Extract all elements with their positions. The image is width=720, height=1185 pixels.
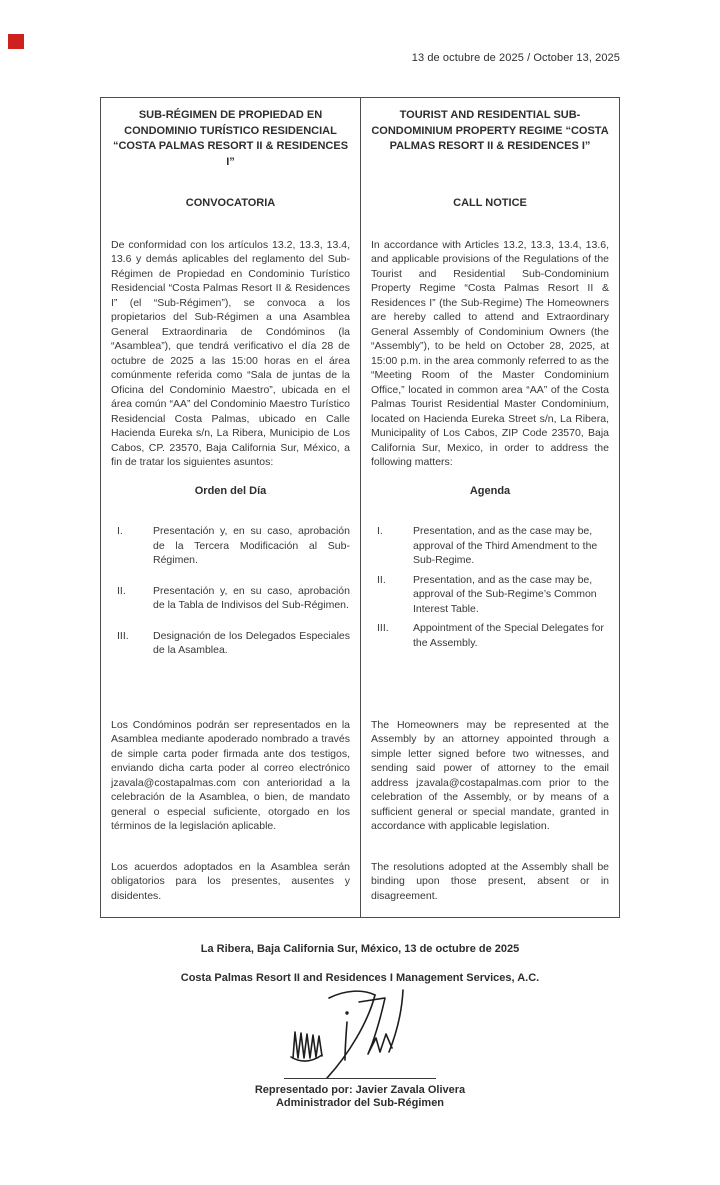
- list-item: [377, 573, 609, 617]
- list-item-text: Presentación y, en su caso, aprobación de la Tabla de Indivisos del Sub-Régimen.: [153, 584, 350, 611]
- list-item-text: Designación de los Delegados Especiales de la Asamblea.: [153, 629, 350, 656]
- list-item-number: II.: [117, 584, 126, 597]
- header-es: SUB-RÉGIMEN DE PROPIEDAD EN CONDOMINIO TURÍSTICO RESIDENCIAL “COSTA PALMAS RESORT II & RESIDENCES I”: [112, 109, 349, 168]
- list-item-number: I.: [377, 525, 383, 537]
- list-item: [377, 524, 609, 568]
- list-item: [117, 584, 350, 613]
- signature: [0, 986, 720, 1078]
- binding-paragraph-es: Los acuerdos adoptados en la Asamblea serán obligatorios para los presentes, ausentes y disidentes.: [111, 860, 350, 902]
- intro-paragraph-en: In accordance with Articles 13.2, 13.3, 13.4, 13.6, and applicable provisions of the Regulations of the Tourist and Residential Sub-Condominium Property Regime “Costa Palmas Resort II & Residences I” (the Sub-Regime) The Homeowners are hereby called to attend and Extraordinary General Assembly of Condominium Owners (the “Assembly”), to be held on October 28, 2025, at 15:00 p.m. in the area commonly referred to as the “Meeting Room of the Master Condominium Office,” located in common area “AA” of the Costa Palmas Tourist Residential Master Condominium, located on Hacienda Eureka Street s/n, La Ribera, Municipality of Los Cabos, ZIP Code 23570, Baja California Sur, Mexico, in order to address the following matters:: [360, 211, 619, 470]
- list-item: [117, 524, 350, 568]
- proxy-paragraph-en: The Homeowners may be represented at the Assembly by an attorney appointed through a simple letter signed before two witnesses, and sending said power of attorney to the email address jzavala@costapalmas.com prior to the celebration of the Assembly, or by means of a sufficient general or special mandate, granted in accordance with applicable legislation.: [360, 674, 619, 834]
- administrator-role: Administrador del Sub-Régimen: [275, 1097, 445, 1109]
- company-name: Costa Palmas Resort II and Residences I Management Services, A.C.: [180, 972, 540, 984]
- agenda-list-en: [360, 498, 619, 674]
- list-item-number: III.: [377, 622, 389, 634]
- call-title-es: CONVOCATORIA: [185, 197, 276, 209]
- agenda-list-es: [101, 498, 360, 674]
- list-item-text: Presentación y, en su caso, aprobación de la Tercera Modificación al Sub-Régimen.: [153, 525, 350, 566]
- represented-by: Representado por: Javier Zavala Olivera: [254, 1084, 466, 1096]
- red-corner-mark: [8, 34, 24, 49]
- list-item-text: Appointment of the Special Delegates for the Assembly.: [413, 622, 604, 649]
- notice-table: [100, 97, 620, 918]
- date-line: 13 de octubre de 2025 / October 13, 2025: [411, 52, 620, 64]
- list-item-number: III.: [117, 629, 129, 642]
- intro-paragraph-es: De conformidad con los artículos 13.2, 13.3, 13.4, 13.6 y demás aplicables del reglamento del Sub-Régimen de Propiedad en Condominio Turístico Residencial “Costa Palmas Resort II & Residences I” (el “Sub-Régimen”), se convoca a los propietarios del Sub-Régimen a una Asamblea General Extraordinaria de Condóminos (la “Asamblea”), que tendrá verificativo el día 28 de octubre de 2025 a las 15:00 horas en el área comúnmente referida como “Sala de juntas de la Oficina del Condominio Maestro”, ubicada en el área común “AA” del Condominio Maestro Turístico Residencial Costa Palmas, ubicado en Calle Hacienda Eureka s/n, La Ribera, Municipio de Los Cabos, CP. 23570, Baja California Sur, México, a fin de tratar los siguientes asuntos:: [111, 238, 350, 468]
- signature-line: [284, 1078, 436, 1079]
- list-item-text: Presentation, and as the case may be, approval of the Third Amendment to the Sub-Regime.: [413, 525, 598, 566]
- list-item-number: I.: [117, 525, 123, 537]
- agenda-title-es: Orden del Día: [194, 484, 267, 497]
- list-item-number: II.: [377, 573, 386, 586]
- list-item: [377, 621, 609, 650]
- call-title-en: CALL NOTICE: [360, 170, 619, 211]
- signature-block: [0, 943, 720, 1109]
- binding-paragraph-en: The resolutions adopted at the Assembly shall be binding upon those present, absent or in disagreement.: [360, 834, 619, 918]
- signature-stroke: [275, 986, 445, 1078]
- list-item: [117, 629, 350, 658]
- proxy-paragraph-es: Los Condóminos podrán ser representados en la Asamblea mediante apoderado nombrado a través de simple carta poder firmada ante dos testigos, enviando dicha carta poder al correo electrónico jzavala@costapalmas.com con anterioridad a la celebración de la Asamblea, o bien, de mandato general o especial suficiente, otorgado en los términos de la legislación aplicable.: [111, 718, 350, 832]
- header-en: TOURIST AND RESIDENTIAL SUB-CONDOMINIUM PROPERTY REGIME “COSTA PALMAS RESORT II & RESIDENCES I”: [360, 98, 619, 170]
- list-item-text: Presentation, and as the case may be, approval of the Sub-Regime’s Common Interest Table.: [413, 573, 597, 615]
- agenda-title-en: Agenda: [360, 470, 619, 499]
- place-date-line: La Ribera, Baja California Sur, México, 13 de octubre de 2025: [200, 943, 520, 955]
